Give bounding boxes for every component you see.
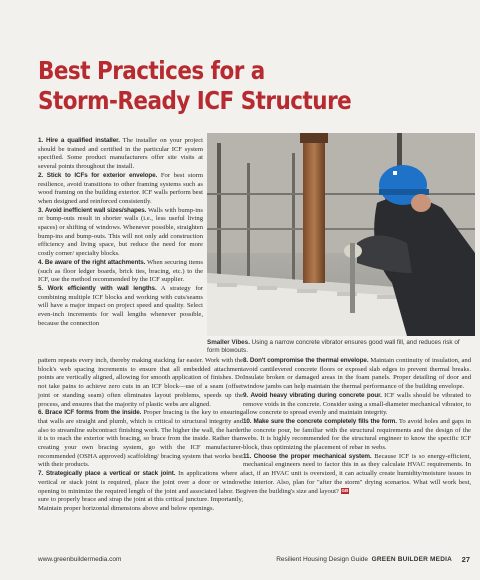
item-heading: Make sure the concrete completely fills the form.: [253, 417, 397, 425]
list-item: [243, 392, 471, 418]
item-text: For best storm resilience, avoid transitions to other framing systems such as wood framing on the building exterior. ICF walls perform best when designed and reinforced consistently.: [38, 171, 204, 205]
item-text: The installer on your project should be trained and certified in the particular ICF system specified. Some product manufacturers offer site visits at several points throughout the install.: [38, 137, 203, 171]
item-text: To avoid holes and gaps in the concrete pour, be familiar with the structural requirements and the design of the webs. It is highly recommended for the structural engineer to know the specific ICF block, thus optimizing the placement of rebar in webs.: [243, 417, 471, 452]
item-number: 1.: [38, 137, 44, 144]
item-number: 6.: [38, 409, 44, 417]
item-heading: Choose the proper mechanical system.: [253, 452, 372, 460]
item-number: 7.: [38, 470, 44, 478]
item-text: Maintain continuity of insulation, and avoid cantilevered concrete floors or exposed slab edges to prevent thermal breaks. Insulate broken or damaged areas in the foam panels. Proper detailing of door and window jambs can help maintain the thermal performance of the building envelope.: [243, 357, 471, 391]
item-number: 10.: [243, 417, 252, 425]
title-line-2: Storm-Ready ICF Structure: [38, 86, 352, 115]
item-text: In applications where a vertical or stack joint is required, place the joint over a door or window opening to minimize the required length of the joint and associated labor. Be sure to properly brace and strap the joint at this critical juncture. Importantly, Maintain proper horizontal dimensions above and below openings.: [38, 470, 243, 512]
page-number: 27: [461, 555, 470, 564]
page-footer: [38, 556, 470, 566]
list-item: [243, 453, 471, 497]
item-number: 3.: [38, 206, 44, 214]
list-item: [38, 470, 243, 514]
item-number: 11.: [243, 452, 252, 460]
item-text: ICF walls should be vibrated to remove voids in the concrete. Consider using a small-diameter mechanical vibrator, to allow concrete to spread evenly and maintain integrity.: [243, 391, 471, 417]
item-heading: Don't compromise the thermal envelope.: [249, 357, 369, 364]
item-heading: Strategically place a vertical or stack joint.: [45, 470, 176, 478]
item-heading: Brace ICF forms from the inside.: [45, 409, 142, 417]
item-number: 8.: [243, 357, 249, 364]
title-line-1: Best Practices for a: [38, 56, 265, 85]
item-number: 2.: [38, 171, 44, 179]
list-item: [38, 207, 203, 259]
item-text: A strategy for combining multiple ICF blocks and working with cuts/seams will have a major impact on project speed and quality. Select even-inch increments for wall lengths whenever possible, because the connection: [38, 284, 204, 327]
item-heading: Work efficiently with wall lengths.: [47, 284, 157, 292]
worker-pouring-concrete-image: [207, 133, 475, 336]
item-number: 5.: [38, 284, 44, 292]
caption-lead: Smaller Vibes.: [207, 339, 250, 346]
item-heading: Stick to ICFs for exterior envelope.: [46, 171, 158, 179]
item-number: 4.: [38, 258, 44, 266]
end-mark-logo: GB: [341, 487, 349, 493]
left-column: [38, 137, 203, 328]
item-text: Walls with bump-ins or bump-outs result in shorter walls (i.e., less useful living spaces) or shifting of windows. Whenever possible, straighten bump-ins and bump-outs. This will not only add construction efficiency and living space, but reduce the need for more costly corner/ specialty blocks.: [38, 206, 203, 258]
list-item: [38, 409, 243, 470]
article-title: [38, 56, 352, 116]
publication-credit: [276, 556, 452, 563]
list-item: [38, 137, 203, 172]
item-text: Because ICF is so energy-efficient, mechanical engineers need to factor this in as they calculate HVAC requirements. In fact, if an HVAC unit is oversized, it can actually create humidity/moisture issues in the interior. Also, plan for "after the storm" drying scenarios. What will work best, given the building's size and layout?: [243, 452, 471, 495]
caption-text: Using a narrow concrete vibrator ensures good wall fill, and reduces risk of form blowouts.: [207, 339, 460, 355]
construction-photo: [207, 133, 475, 336]
list-item: [38, 285, 203, 329]
item-heading: Hire a qualified installer.: [46, 137, 120, 144]
guide-name: Resilient Housing Design Guide: [276, 556, 369, 563]
item-heading: Avoid heavy vibrating during concrete pour.: [250, 391, 382, 399]
brand-name: GREEN BUILDER MEDIA: [371, 556, 452, 563]
item-text: When securing items (such as floor ledger boards, brick ties, bracing, etc.) to the ICF, use the method recommended by the ICF supplier.: [38, 258, 203, 284]
item-text-continued: pattern repeats every inch, thereby making stacking far easier. Work with the block's web spacing increments to ensure that all embedded attachment points are vertically aligned, allowing for smooth application of finishes. Do not take pains to achieve zero cuts in an ICF block—use of a seam (offset joint or standing seam) often eliminates layout problems, speeds up the process, and ensures that the majority of plastic webs are aligned.: [38, 357, 243, 408]
right-column: [243, 357, 471, 496]
list-item: [243, 357, 471, 392]
item-heading: Be aware of the right attachments.: [44, 258, 146, 266]
item-number: 9.: [243, 391, 249, 399]
list-item: [38, 259, 203, 285]
item-text: Proper bracing is the key to ensuring that walls are straight and plumb, which is critical to structural integrity and also to streamline subcontract finishing work. The higher the wall, the harder it is to reach the exterior with bracing, so brace from the inside. Rather than creating your own bracing system, go with the ICF manufacturer-recommended (OSHA approved) scaffolding/ bracing system that works best with their products.: [38, 409, 244, 469]
left-column-continued: [38, 357, 243, 514]
item-heading: Avoid inefficient wall sizes/shapes.: [44, 206, 147, 214]
photo-caption: [207, 339, 467, 355]
list-item: [243, 418, 471, 453]
list-item: [38, 172, 203, 207]
website-link[interactable]: www.greenbuildermedia.com: [38, 556, 122, 563]
